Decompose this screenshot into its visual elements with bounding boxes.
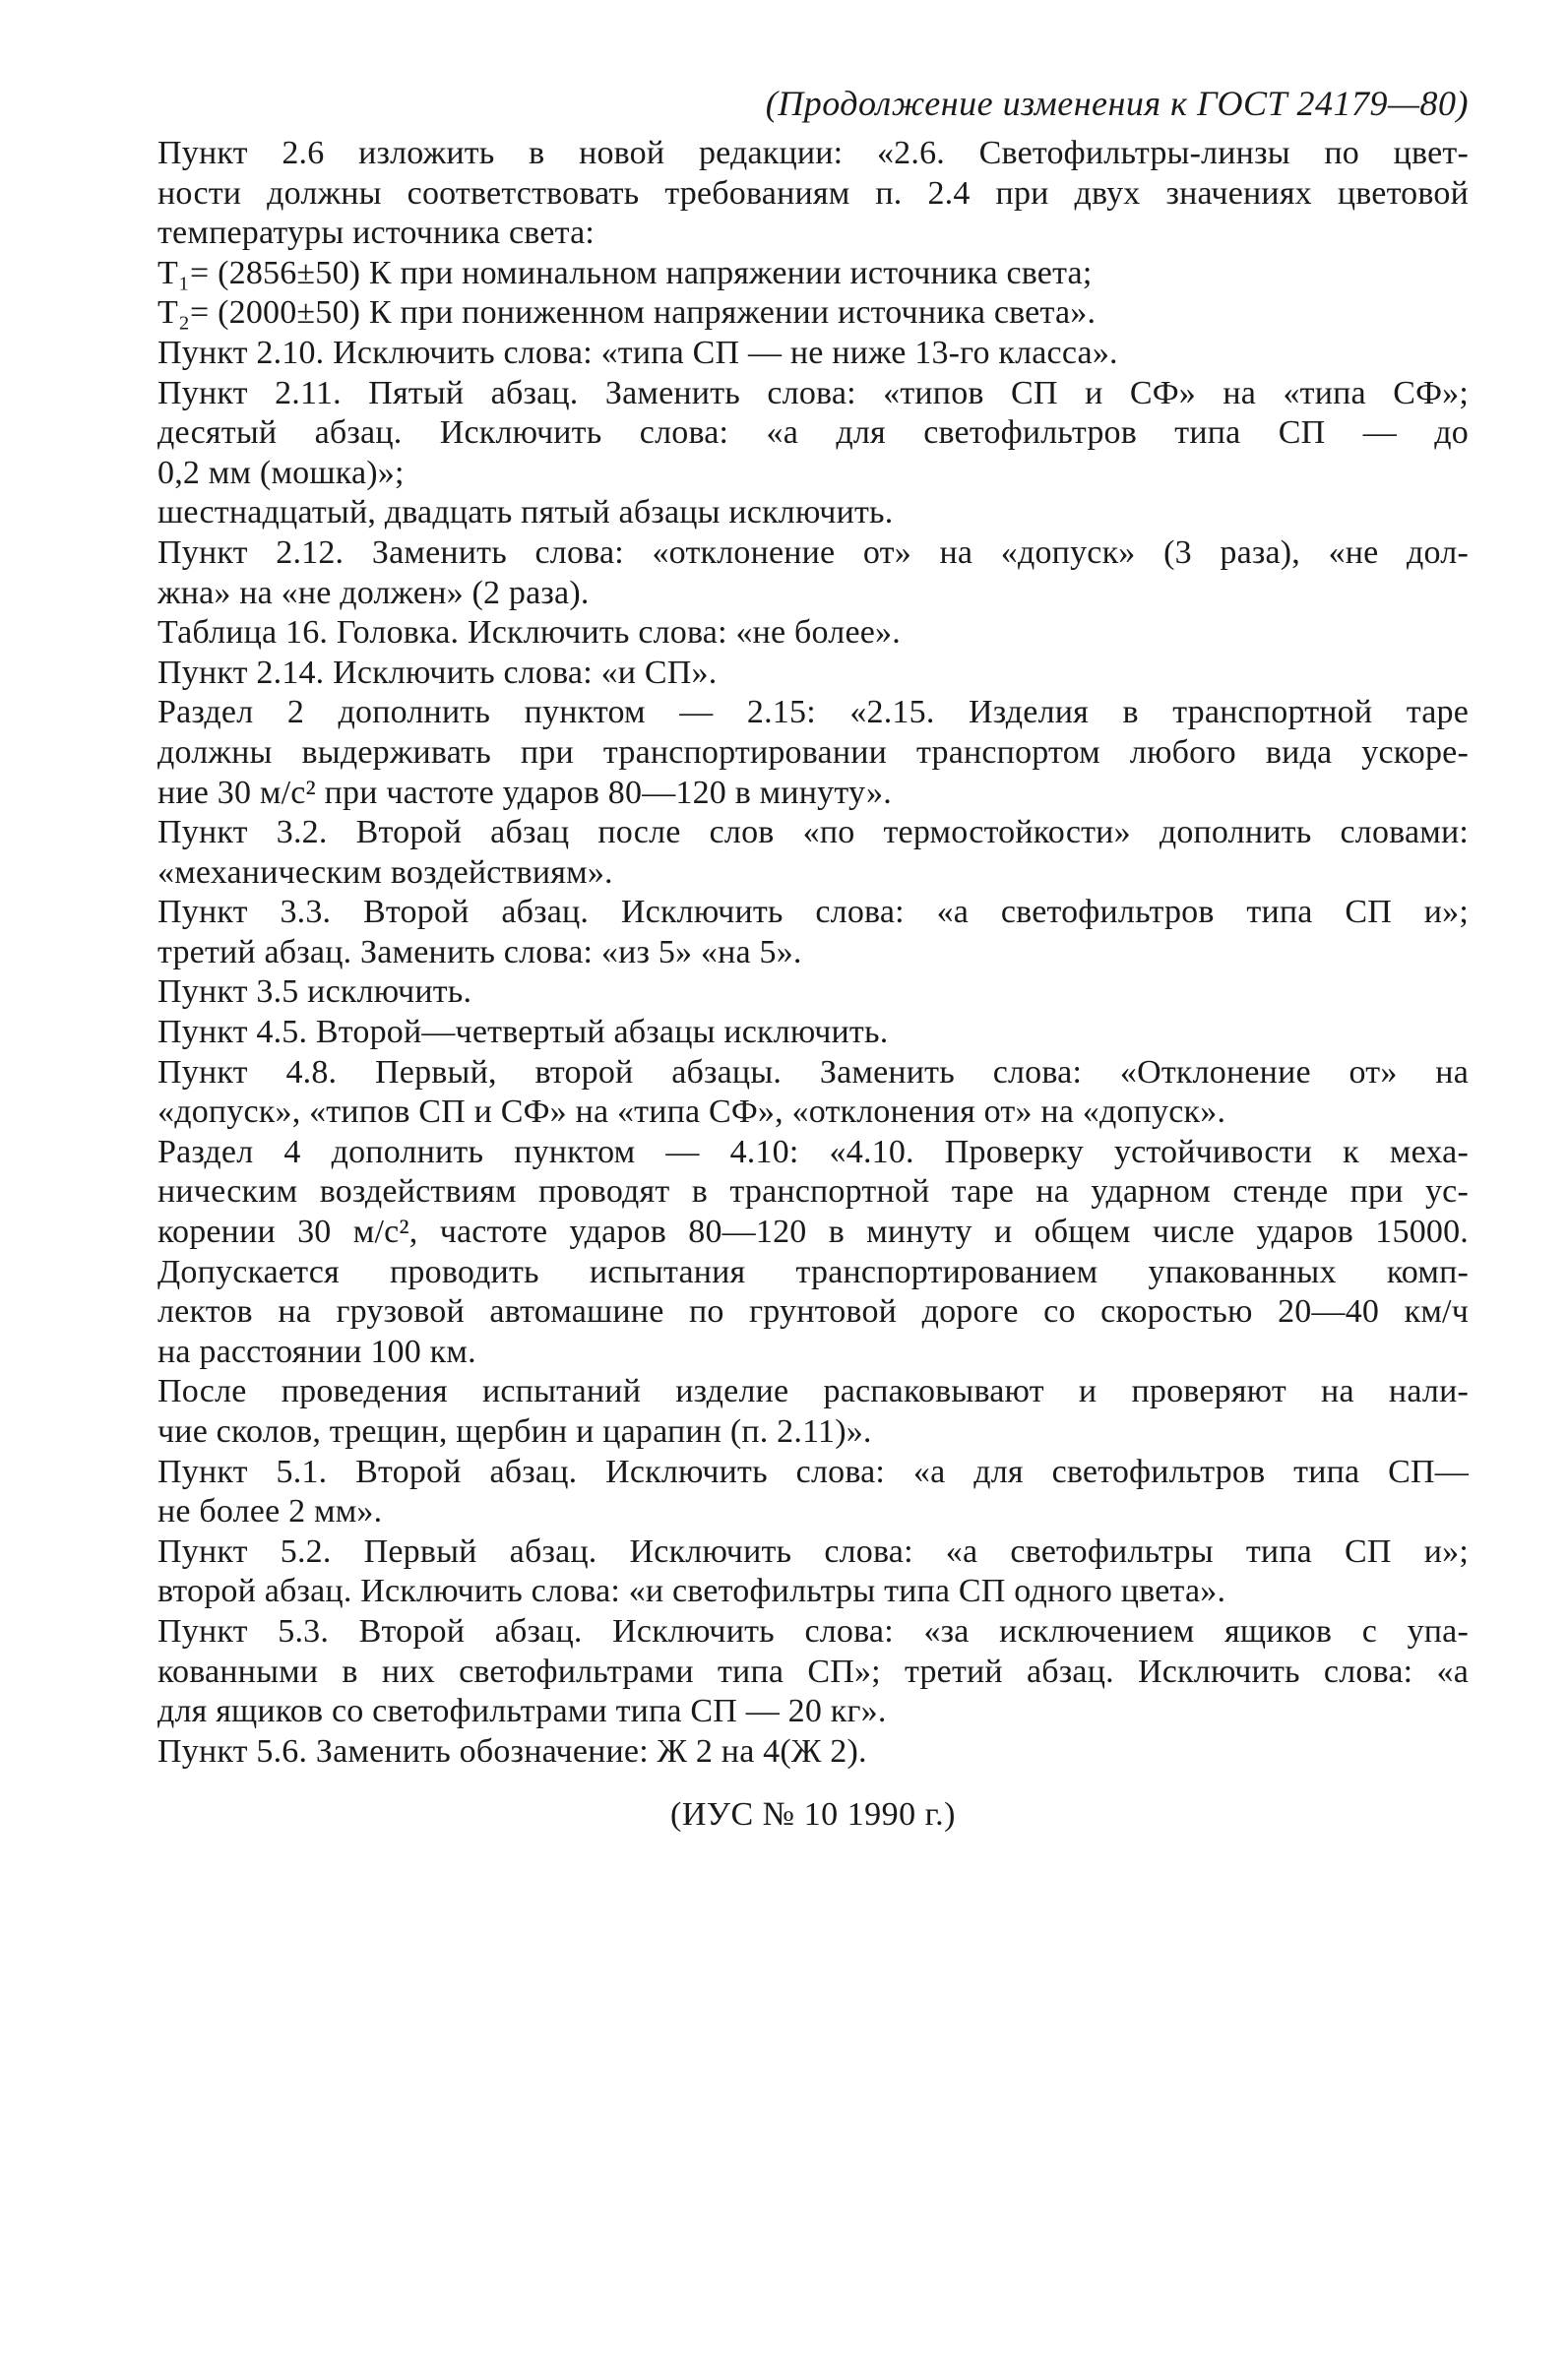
text-line: Пункт 4.5. Второй—четвертый абзацы исключить. <box>157 1014 889 1051</box>
text-line: кованными в них светофильтрами типа СП»; третий абзац. Исключить слова: «а <box>157 1653 1469 1690</box>
text-line: Пункт 2.10. Исключить слова: «типа СП — не ниже 13-го класса». <box>157 334 1118 371</box>
text-line: «допуск», «типов СП и СФ» на «типа СФ», «отклонения от» на «допуск». <box>157 1093 1226 1131</box>
page-header: (Продолжение изменения к ГОСТ 24179—80) <box>765 84 1469 123</box>
text-line: 0,2 мм (мошка)»; <box>157 454 405 491</box>
text-line: Пункт 3.3. Второй абзац. Исключить слова: «а светофильтров типа СП и»; <box>157 894 1469 931</box>
text-line: T₂= (2000±50) К при пониженном напряжении источника света». <box>157 294 1097 332</box>
text-line: Пункт 5.2. Первый абзац. Исключить слова: «а светофильтры типа СП и»; <box>157 1532 1469 1570</box>
text-line: Допускается проводить испытания транспортированием упакованных комп- <box>157 1253 1469 1290</box>
text-line: не более 2 мм». <box>157 1493 383 1531</box>
text-line: ние 30 м/с² при частоте ударов 80—120 в минуту». <box>157 774 892 811</box>
text-line: Пункт 3.2. Второй абзац после слов «по термостойкости» дополнить словами: <box>157 814 1469 851</box>
text-line: шестнадцатый, двадцать пятый абзацы исключить. <box>157 494 894 531</box>
text-line: Пункт 5.6. Заменить обозначение: Ж 2 на 4(Ж 2). <box>157 1732 867 1770</box>
text-line: для ящиков со светофильтрами типа СП — 20 кг». <box>157 1693 887 1730</box>
text-line: Раздел 2 дополнить пунктом — 2.15: «2.15. Изделия в транспортной таре <box>157 694 1469 731</box>
text-line: жна» на «не должен» (2 раза). <box>157 574 590 611</box>
text-line: Пункт 2.11. Пятый абзац. Заменить слова: «типов СП и СФ» на «типа СФ»; <box>157 374 1469 411</box>
text-line: должны выдерживать при транспортировании транспортом любого вида ускоре- <box>157 733 1469 771</box>
text-line: третий абзац. Заменить слова: «из 5» «на 5». <box>157 933 802 970</box>
text-line: Пункт 3.5 исключить. <box>157 973 472 1011</box>
text-line: Пункт 2.6 изложить в новой редакции: «2.6. Светофильтры-линзы по цвет- <box>157 135 1469 171</box>
source-reference: (ИУС № 10 1990 г.) <box>670 1796 956 1834</box>
text-line: Пункт 5.1. Второй абзац. Исключить слова: «а для светофильтров типа СП— <box>157 1453 1469 1490</box>
text-line: Пункт 2.14. Исключить слова: «и СП». <box>157 654 718 691</box>
text-line: Пункт 4.8. Первый, второй абзацы. Заменить слова: «Отклонение от» на <box>157 1053 1469 1091</box>
text-line: ническим воздействиям проводят в транспортной таре на ударном стенде при ус- <box>157 1173 1469 1211</box>
text-line: второй абзац. Исключить слова: «и светофильтры типа СП одного цвета». <box>157 1573 1226 1610</box>
text-line: температуры источника света: <box>157 215 596 252</box>
text-line: После проведения испытаний изделие распаковывают и проверяют на нали- <box>157 1373 1469 1410</box>
text-line: Таблица 16. Головка. Исключить слова: «не более». <box>157 614 901 652</box>
text-line: T₁= (2856±50) К при номинальном напряжении источника света; <box>157 254 1093 291</box>
text-line: Пункт 5.3. Второй абзац. Исключить слова: «за исключением ящиков с упа- <box>157 1612 1469 1650</box>
text-line: Пункт 2.12. Заменить слова: «отклонение от» на «допуск» (3 раза), «не дол- <box>157 533 1469 571</box>
text-line: лектов на грузовой автомашине по грунтовой дороге со скоростью 20—40 км/ч <box>157 1293 1469 1331</box>
text-line: Раздел 4 дополнить пунктом — 4.10: «4.10. Проверку устойчивости к меха- <box>157 1133 1469 1170</box>
text-line: десятый абзац. Исключить слова: «а для светофильтров типа СП — до <box>157 414 1469 452</box>
text-line: чие сколов, трещин, щербин и царапин (п. 2.11)». <box>157 1413 872 1450</box>
text-line: корении 30 м/с², частоте ударов 80—120 в минуту и общем числе ударов 15000. <box>157 1214 1469 1251</box>
text-line: «механическим воздействиям». <box>157 853 613 891</box>
text-line: на расстоянии 100 км. <box>157 1333 476 1370</box>
text-line: ности должны соответствовать требованиям п. 2.4 при двух значениях цветовой <box>157 174 1469 212</box>
document-page <box>157 81 1469 1837</box>
document-body <box>157 134 1469 1772</box>
